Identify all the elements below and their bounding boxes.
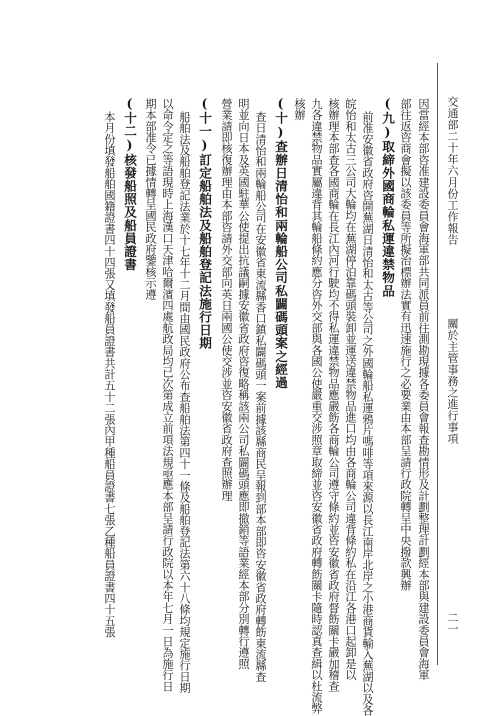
body-column-12: 營業請即核復辦理由本部咨請外交部向英日兩國公使交涉並咨安徽省政府查照辦理 xyxy=(220,98,233,502)
body-column-2: 部往返咨商會擬以該委員等所擬治標辦法實有迅速施行之必要業由本部呈請行政院轉呈中央撥款興辦 xyxy=(399,98,412,591)
body-column-10: 查日清怡和兩輪船公司在安徽省東流縣香口鎮私闢碼頭一案前據該縣商民呈報到部本部即咨安徽省政府轉飭東流縣查 xyxy=(254,111,267,683)
body-column-1: 因當經本部咨准建設委員會海軍部共同派員前往測勘現據各委員會報查勘情形及計劃整理計劃經本部與建設委員會海軍 xyxy=(417,98,430,681)
right-border-rule xyxy=(437,63,438,665)
header-report-title: 交通部二十年六月份工作報告 xyxy=(446,96,459,246)
section-heading-12: (十二)核發船照及船員證書 xyxy=(122,96,137,272)
body-column-18: 本月份填發船舶國籍證書四十四張又填發船員證書共計五十二張內甲種船員證書七張乙種船員證書四十五張 xyxy=(103,111,116,638)
section-heading-10: (十)查辦日清怡和兩輪船公司私闢碼頭案之經過 xyxy=(273,96,288,389)
body-column-7: 九各違禁物品實屬違背其輪船條約應分咨外交部與各國公使嚴重交涉照章取締並咨安徽省政府轉飭關卡隨時認真查緝以杜流弊 xyxy=(310,98,323,714)
section-heading-11: (十一)訂定船舶法及船舶登記法施行日期 xyxy=(197,96,212,350)
body-column-11: 明並向日本及英國駐華公使提出抗議嗣據安徽省政府咨復略稱該兩公司私闢碼頭應即撤銷等語業經本部分別轉行遵照 xyxy=(237,98,250,670)
header-section-title: 關於主管事務之進行事項 xyxy=(446,318,459,445)
body-column-14: 船舶法及船舶登記法業於十七年十二月間由國民政府公布查船舶法第四十一條及船舶登記法第六十八條均規定施行日期 xyxy=(178,111,191,694)
page-number: 二一 xyxy=(446,612,459,634)
body-column-5: 皖怡和太古三公司大輪均在蕪湖停泊靠碼頭裝卸並運送違禁物品進口均由各商輪公司違背條約私在沿江各港口起卸是以 xyxy=(344,98,357,681)
body-column-6: 核辦理本部查各國商輪在長江內河行駛均不得私運違禁物品應嚴飭各商輪公司遵守條約並咨安徽省政府督飭關卡嚴加稽查 xyxy=(327,98,340,692)
body-column-16: 期本部准令已據情轉呈國民政府鑒核示遵 xyxy=(144,98,157,300)
body-column-8: 核辦 xyxy=(293,98,306,121)
body-column-15: 以命令定之等語現時上海漢口天津哈爾濱四處航政局均已次第成立前項法規亟應本部呈請行政院以本年七月一日為施行日 xyxy=(161,98,174,692)
body-column-4: 前准安徽省政府咨開蕪湖日清怡和太古等公司之外國輪船私運鴉片嗎啡等項來源以長江南岸北岸之小港商貨輸入蕪湖以及各 xyxy=(361,111,374,716)
section-heading-9: (九)取締外國商輪私運違禁物品 xyxy=(380,96,395,298)
